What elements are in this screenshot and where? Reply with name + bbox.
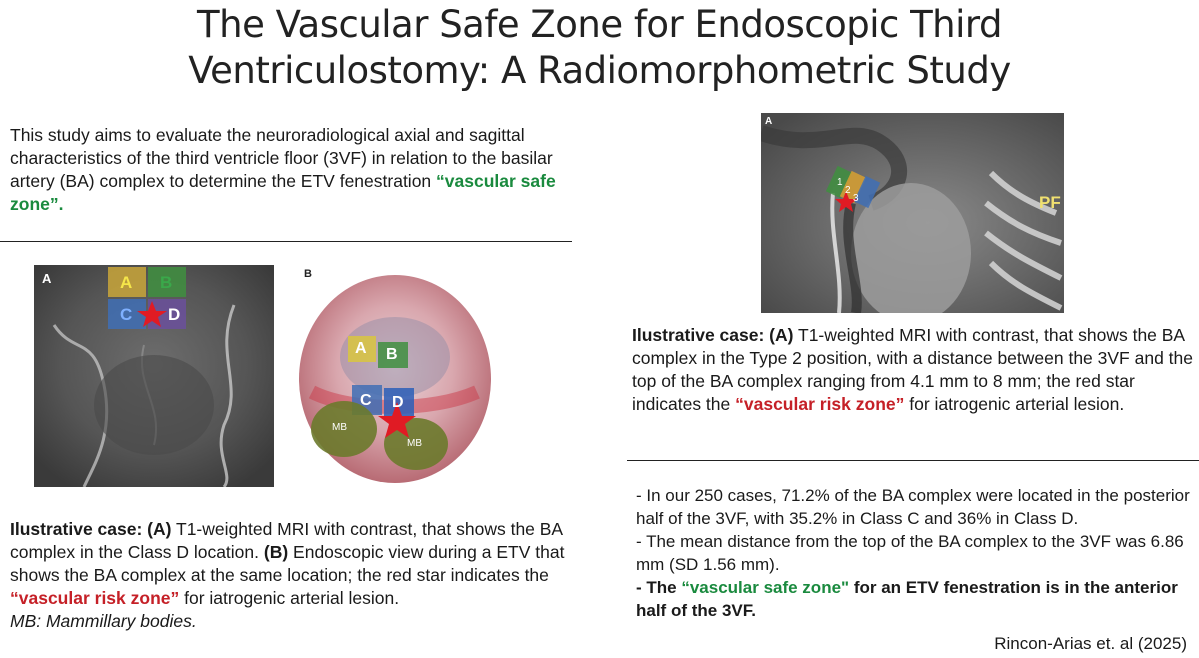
zone-a-label: A <box>120 273 133 292</box>
caption-left <box>10 518 580 633</box>
caption-left-a-tag: (A) <box>147 519 172 539</box>
endo-zone-b-label: B <box>386 346 398 363</box>
safe-zone-highlight-results: “vascular safe zone" <box>681 578 850 597</box>
caption-left-b-text: Endoscopic view during a ETV that shows the BA complex at the same location; the red star indicates the <box>10 542 565 585</box>
mb-label-right: MB <box>407 438 422 449</box>
zone-c-label: C <box>120 305 133 324</box>
result-line-2: - The mean distance from the top of the BA complex to the 3VF was 6.86 mm (SD 1.56 mm). <box>636 532 1184 574</box>
risk-zone-highlight-right: “vascular risk zone” <box>735 394 905 414</box>
caption-left-lead: Ilustrative case: <box>10 519 148 539</box>
mri-sagittal-graphic <box>761 113 1064 313</box>
caption-right <box>632 324 1194 416</box>
safe-zone-highlight: “vascular safe zone”. <box>10 171 556 214</box>
caption-right-a-tag: (A) <box>769 325 794 345</box>
caption-right-lead: Ilustrative case: <box>632 325 770 345</box>
zone-d-label: D <box>168 305 181 324</box>
mb-note: MB: Mammillary bodies. <box>10 611 197 631</box>
risk-zone-highlight-left: “vascular risk zone” <box>10 588 180 608</box>
zone-b-label: B <box>160 273 173 292</box>
result-line-3 <box>636 576 1192 622</box>
mri-axial-graphic <box>34 265 274 487</box>
intro-paragraph <box>10 124 570 216</box>
endo-zone-a-label: A <box>355 340 367 357</box>
caption-left-a-text: T1-weighted MRI with contrast, that shows the BA complex in the Class D location. <box>10 519 563 562</box>
result-line-3-start: - The <box>636 578 682 597</box>
pf-label: PF <box>1039 193 1061 212</box>
endo-zone-d-label: D <box>392 394 404 411</box>
results-block <box>636 484 1192 622</box>
intro-text: This study aims to evaluate the neuroradiological axial and sagittal characteristics of the third ventricle floor (3VF) in relation to the basilar artery (BA) complex to determine the ETV fenestration <box>10 125 553 191</box>
number-1: 1 <box>837 177 843 188</box>
divider-left <box>0 241 572 242</box>
citation: Rincon-Arias et. al (2025) <box>994 634 1187 653</box>
caption-left-b-tag: (B) <box>263 542 289 562</box>
page-title <box>0 2 1199 94</box>
panel-a-label: A <box>42 271 52 286</box>
mb-label-left: MB <box>332 422 347 433</box>
endoscopic-image <box>292 262 494 488</box>
caption-left-tail: for iatrogenic arterial lesion. <box>179 588 400 608</box>
panel-b-label: B <box>304 268 312 280</box>
caption-right-a-text: T1-weighted MRI with contrast, that shows the BA complex in the Type 2 position, with a distance between the 3VF and the top of the BA complex ranging from 4.1 mm to 8 mm; the red star indicates the <box>632 325 1193 414</box>
title-line-1: The Vascular Safe Zone for Endoscopic Third <box>197 3 1002 46</box>
number-3: 3 <box>853 193 859 204</box>
result-line-1: - In our 250 cases, 71.2% of the BA complex were located in the posterior half of the 3VF, with 35.2% in Class C and 36% in Class D. <box>636 486 1190 528</box>
endo-zone-c-label: C <box>360 392 372 409</box>
title-line-2: Ventriculostomy: A Radiomorphometric Study <box>188 49 1011 92</box>
number-2: 2 <box>845 185 851 196</box>
mri-axial-image <box>34 265 274 487</box>
result-line-3-end: for an ETV fenestration is in the anterior half of the 3VF. <box>636 578 1178 620</box>
mri-sagittal-image <box>761 113 1064 313</box>
divider-right <box>627 460 1199 461</box>
sagittal-panel-label: A <box>765 116 773 127</box>
caption-right-tail: for iatrogenic arterial lesion. <box>904 394 1125 414</box>
endoscopic-graphic <box>292 262 494 488</box>
